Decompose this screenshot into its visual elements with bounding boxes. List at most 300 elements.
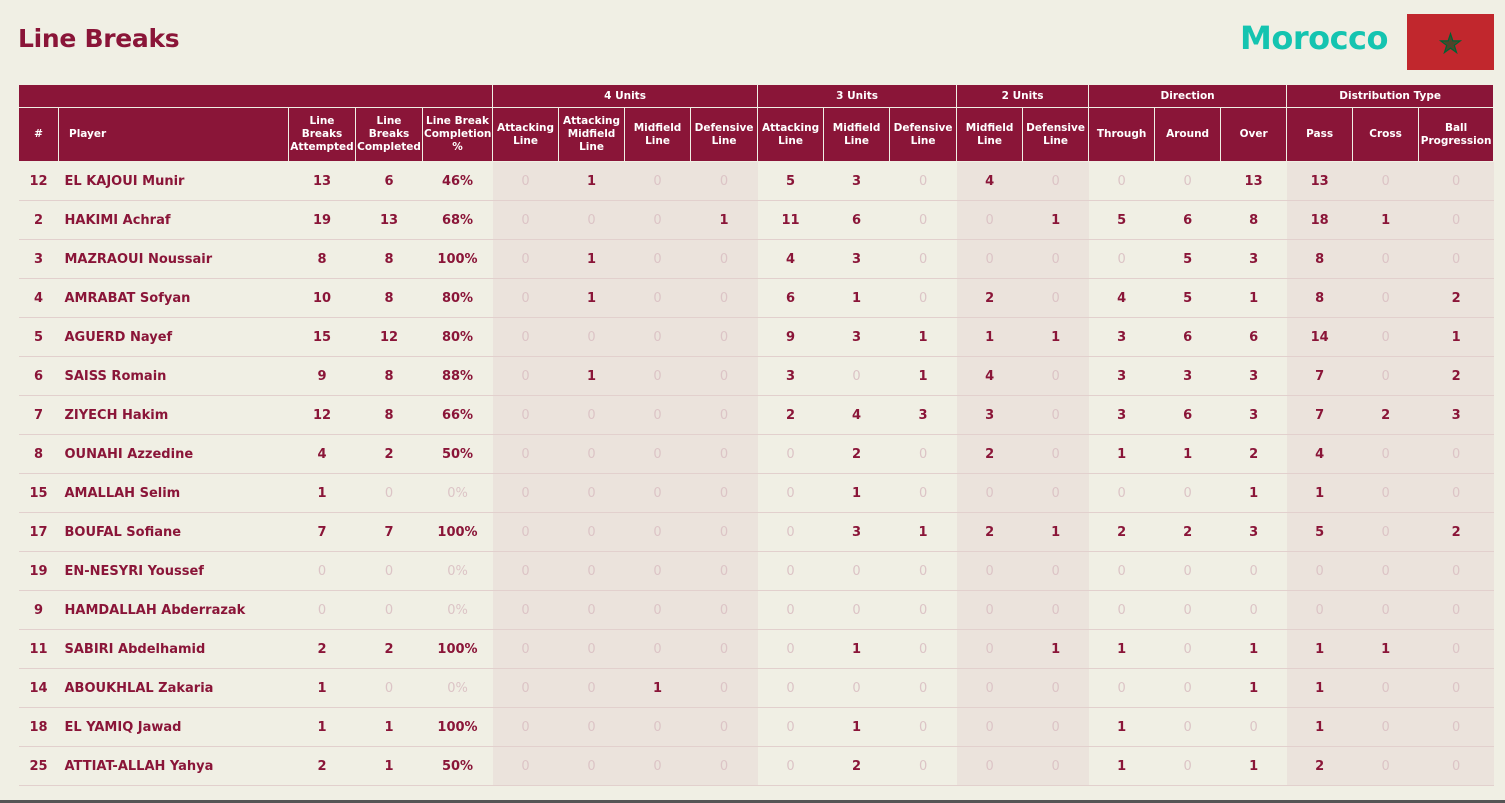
table-row [19,279,1494,318]
col-distribution-pass-cell: 18 [1287,201,1353,240]
table-row [19,669,1494,708]
col-2u-midfield-line-cell: 2 [957,513,1023,552]
group-header-blank [19,85,493,108]
col-3u-attacking-line-cell: 0 [758,513,824,552]
col-distribution-pass-cell: 1 [1287,708,1353,747]
col-3u-midfield-line-cell: 3 [824,513,890,552]
col-2u-midfield-line-header: Midfield Line [957,108,1023,162]
col-direction-around-cell: 0 [1155,162,1221,201]
col-4u-defensive-line-cell: 1 [691,201,758,240]
col-4u-attacking-line-cell: 0 [493,630,559,669]
col-distribution-pass-cell: 1 [1287,630,1353,669]
col-direction-around-header: Around [1155,108,1221,162]
col-distribution-cross-cell: 0 [1353,162,1419,201]
col-3u-defensive-line-cell: 0 [890,162,957,201]
player-number-cell: 8 [19,435,59,474]
col-2u-defensive-line-cell: 1 [1023,630,1089,669]
col-4u-attacking-line-cell: 0 [493,396,559,435]
table-row [19,318,1494,357]
col-3u-attacking-line-cell: 0 [758,630,824,669]
col-distribution-ball-progression-cell: 1 [1419,318,1494,357]
player-number-cell: 7 [19,396,59,435]
col-3u-attacking-line-cell: 0 [758,474,824,513]
col-direction-over-cell: 3 [1221,513,1287,552]
col-direction-over-cell: 0 [1221,591,1287,630]
col-distribution-cross-cell: 0 [1353,669,1419,708]
col-line-breaks-attempted-cell: 4 [289,435,356,474]
col-3u-defensive-line-header: Defensive Line [890,108,957,162]
col-direction-around-cell: 2 [1155,513,1221,552]
col-4u-attacking-midfield-line-cell: 0 [559,630,625,669]
col-direction-through-cell: 1 [1089,630,1155,669]
col-3u-defensive-line-cell: 0 [890,747,957,786]
col-distribution-pass-cell: 1 [1287,474,1353,513]
table-row [19,474,1494,513]
player-name-cell: ABOUKHLAL Zakaria [59,669,289,708]
group-header-4-units: 4 Units [493,85,758,108]
table-row [19,201,1494,240]
col-distribution-pass-cell: 0 [1287,591,1353,630]
col-4u-midfield-line-cell: 0 [625,396,691,435]
col-line-breaks-attempted-cell: 19 [289,201,356,240]
col-3u-defensive-line-cell: 0 [890,552,957,591]
col-4u-midfield-line-cell: 0 [625,357,691,396]
col-4u-midfield-line-cell: 0 [625,279,691,318]
col-4u-attacking-line-cell: 0 [493,435,559,474]
col-4u-midfield-line-cell: 0 [625,747,691,786]
player-number-cell: 9 [19,591,59,630]
player-name-cell: SABIRI Abdelhamid [59,630,289,669]
col-3u-midfield-line-cell: 3 [824,240,890,279]
player-number-cell: 12 [19,162,59,201]
col-distribution-pass-cell: 7 [1287,357,1353,396]
player-name-cell: MAZRAOUI Noussair [59,240,289,279]
col-line-breaks-completed-cell: 12 [356,318,423,357]
table-row [19,591,1494,630]
player-number-cell: 15 [19,474,59,513]
table-row [19,747,1494,786]
col-4u-defensive-line-cell: 0 [691,396,758,435]
col-2u-defensive-line-cell: 0 [1023,435,1089,474]
col-3u-midfield-line-cell: 0 [824,552,890,591]
col-distribution-cross-cell: 1 [1353,630,1419,669]
col-distribution-pass-cell: 8 [1287,279,1353,318]
col-4u-midfield-line-cell: 0 [625,708,691,747]
col-distribution-ball-progression-cell: 0 [1419,240,1494,279]
col-4u-attacking-midfield-line-cell: 0 [559,552,625,591]
player-number-cell: 11 [19,630,59,669]
col-distribution-ball-progression-cell: 2 [1419,357,1494,396]
col-distribution-pass-cell: 5 [1287,513,1353,552]
col-distribution-ball-progression-header: Ball Progression [1419,108,1494,162]
col-4u-attacking-midfield-line-cell: 0 [559,474,625,513]
col-3u-midfield-line-cell: 4 [824,396,890,435]
col-3u-midfield-line-cell: 1 [824,708,890,747]
col-4u-attacking-line-cell: 0 [493,708,559,747]
col-line-breaks-completed-cell: 8 [356,396,423,435]
col-4u-midfield-line-cell: 0 [625,318,691,357]
col-2u-defensive-line-cell: 0 [1023,240,1089,279]
player-number-cell: 2 [19,201,59,240]
col-direction-through-cell: 0 [1089,474,1155,513]
col-4u-midfield-line-cell: 0 [625,474,691,513]
col-direction-through-cell: 0 [1089,162,1155,201]
player-number-cell: 18 [19,708,59,747]
col-4u-midfield-line-cell: 1 [625,669,691,708]
col-4u-attacking-midfield-line-cell: 1 [559,240,625,279]
col-3u-attacking-line-header: Attacking Line [758,108,824,162]
col-3u-midfield-line-cell: 3 [824,318,890,357]
col-2u-midfield-line-cell: 0 [957,474,1023,513]
col-distribution-ball-progression-cell: 0 [1419,162,1494,201]
table-row [19,396,1494,435]
col-4u-midfield-line-cell: 0 [625,552,691,591]
col-line-breaks-attempted-cell: 1 [289,708,356,747]
col-2u-defensive-line-cell: 0 [1023,162,1089,201]
col-2u-defensive-line-cell: 0 [1023,396,1089,435]
player-name-cell: EL YAMIQ Jawad [59,708,289,747]
player-name-cell: EN-NESYRI Youssef [59,552,289,591]
col-completion-pct-cell: 68% [423,201,493,240]
group-header-direction: Direction [1089,85,1287,108]
col-3u-defensive-line-cell: 0 [890,630,957,669]
col-3u-defensive-line-cell: 0 [890,435,957,474]
col-completion-pct-cell: 66% [423,396,493,435]
col-4u-attacking-midfield-line-cell: 0 [559,435,625,474]
col-3u-midfield-line-cell: 2 [824,435,890,474]
table-header [19,85,1494,162]
table-row [19,552,1494,591]
table-body [19,162,1494,786]
col-2u-defensive-line-header: Defensive Line [1023,108,1089,162]
line-breaks-table [18,84,1494,786]
col-4u-midfield-line-cell: 0 [625,240,691,279]
star-icon [1407,14,1494,70]
col-completion-pct-cell: 100% [423,513,493,552]
col-line-breaks-completed-cell: 0 [356,669,423,708]
col-distribution-ball-progression-cell: 0 [1419,591,1494,630]
table-row [19,435,1494,474]
col-3u-defensive-line-cell: 0 [890,474,957,513]
col-distribution-ball-progression-cell: 0 [1419,630,1494,669]
col-4u-attacking-line-cell: 0 [493,591,559,630]
col-direction-around-cell: 6 [1155,318,1221,357]
col-4u-defensive-line-cell: 0 [691,357,758,396]
col-line-breaks-attempted-cell: 7 [289,513,356,552]
col-line-breaks-attempted-cell: 1 [289,669,356,708]
col-4u-defensive-line-cell: 0 [691,708,758,747]
col-line-breaks-attempted-cell: 2 [289,630,356,669]
col-3u-midfield-line-cell: 6 [824,201,890,240]
col-direction-over-cell: 3 [1221,240,1287,279]
player-name-cell: HAKIMI Achraf [59,201,289,240]
col-2u-midfield-line-cell: 0 [957,552,1023,591]
col-line-breaks-attempted-cell: 0 [289,552,356,591]
player-name-cell: ATTIAT-ALLAH Yahya [59,747,289,786]
player-name-cell: AMALLAH Selim [59,474,289,513]
col-4u-attacking-line-cell: 0 [493,357,559,396]
col-direction-through-cell: 0 [1089,240,1155,279]
col-completion-pct-cell: 88% [423,357,493,396]
col-distribution-cross-cell: 0 [1353,240,1419,279]
col-4u-midfield-line-header: Midfield Line [625,108,691,162]
page-title: Line Breaks [18,24,180,53]
player-name-cell: EL KAJOUI Munir [59,162,289,201]
col-2u-midfield-line-cell: 0 [957,747,1023,786]
col-distribution-cross-cell: 0 [1353,747,1419,786]
col-distribution-ball-progression-cell: 0 [1419,474,1494,513]
col-3u-attacking-line-cell: 2 [758,396,824,435]
col-distribution-ball-progression-cell: 0 [1419,708,1494,747]
col-direction-through-cell: 0 [1089,669,1155,708]
col-direction-over-cell: 3 [1221,396,1287,435]
col-4u-defensive-line-cell: 0 [691,318,758,357]
col-2u-midfield-line-cell: 4 [957,357,1023,396]
col-line-breaks-completed-cell: 8 [356,357,423,396]
col-4u-attacking-line-cell: 0 [493,669,559,708]
player-number-cell: 19 [19,552,59,591]
table-row [19,513,1494,552]
col-completion-pct-cell: 80% [423,279,493,318]
col-4u-attacking-midfield-line-cell: 0 [559,396,625,435]
col-distribution-cross-cell: 0 [1353,708,1419,747]
col-line-breaks-completed-cell: 0 [356,552,423,591]
col-4u-defensive-line-cell: 0 [691,279,758,318]
col-line-breaks-attempted-cell: 12 [289,396,356,435]
player-number-cell: 3 [19,240,59,279]
col-4u-midfield-line-cell: 0 [625,435,691,474]
table-row [19,162,1494,201]
col-distribution-pass-cell: 0 [1287,552,1353,591]
col-direction-around-cell: 6 [1155,201,1221,240]
table-row [19,240,1494,279]
player-number-cell: 25 [19,747,59,786]
player-name-cell: AGUERD Nayef [59,318,289,357]
col-line-breaks-attempted-cell: 10 [289,279,356,318]
player-number-cell: 14 [19,669,59,708]
col-3u-attacking-line-cell: 0 [758,747,824,786]
col-completion-pct-cell: 0% [423,552,493,591]
col-distribution-ball-progression-cell: 0 [1419,552,1494,591]
col-2u-defensive-line-cell: 0 [1023,474,1089,513]
player-name-cell: ZIYECH Hakim [59,396,289,435]
col-3u-midfield-line-cell: 1 [824,279,890,318]
col-2u-midfield-line-cell: 0 [957,240,1023,279]
col-distribution-pass-cell: 7 [1287,396,1353,435]
col-4u-defensive-line-cell: 0 [691,474,758,513]
col-direction-through-cell: 4 [1089,279,1155,318]
col-direction-over-cell: 1 [1221,474,1287,513]
col-line-breaks-completed-cell: 7 [356,513,423,552]
table-row [19,357,1494,396]
col-direction-around-cell: 1 [1155,435,1221,474]
player-number-cell: 4 [19,279,59,318]
col-3u-midfield-line-cell: 1 [824,474,890,513]
col-line-breaks-attempted-cell: 9 [289,357,356,396]
col-line-breaks-attempted-cell: 2 [289,747,356,786]
col-4u-defensive-line-cell: 0 [691,162,758,201]
col-direction-around-cell: 0 [1155,552,1221,591]
col-direction-through-header: Through [1089,108,1155,162]
col-distribution-cross-cell: 0 [1353,435,1419,474]
col-4u-midfield-line-cell: 0 [625,201,691,240]
col-number-header: # [19,108,59,162]
col-3u-defensive-line-cell: 0 [890,591,957,630]
col-2u-defensive-line-cell: 0 [1023,552,1089,591]
col-direction-around-cell: 0 [1155,669,1221,708]
col-distribution-cross-cell: 0 [1353,513,1419,552]
col-3u-attacking-line-cell: 5 [758,162,824,201]
col-4u-attacking-midfield-line-cell: 1 [559,162,625,201]
col-player-header: Player [59,108,289,162]
col-4u-defensive-line-header: Defensive Line [691,108,758,162]
col-4u-midfield-line-cell: 0 [625,591,691,630]
col-4u-attacking-line-cell: 0 [493,162,559,201]
col-2u-midfield-line-cell: 0 [957,630,1023,669]
col-direction-around-cell: 0 [1155,708,1221,747]
col-distribution-cross-header: Cross [1353,108,1419,162]
player-name-cell: AMRABAT Sofyan [59,279,289,318]
col-4u-defensive-line-cell: 0 [691,669,758,708]
col-distribution-cross-cell: 0 [1353,591,1419,630]
col-2u-midfield-line-cell: 0 [957,201,1023,240]
table-row [19,708,1494,747]
col-4u-defensive-line-cell: 0 [691,552,758,591]
col-direction-over-cell: 0 [1221,552,1287,591]
col-distribution-ball-progression-cell: 0 [1419,201,1494,240]
col-line-breaks-completed-cell: 6 [356,162,423,201]
col-4u-midfield-line-cell: 0 [625,513,691,552]
col-completion-pct-cell: 0% [423,474,493,513]
col-3u-midfield-line-cell: 0 [824,591,890,630]
col-4u-midfield-line-cell: 0 [625,630,691,669]
col-2u-midfield-line-cell: 0 [957,591,1023,630]
team-name: Morocco [1239,19,1388,57]
col-4u-defensive-line-cell: 0 [691,591,758,630]
col-4u-attacking-line-header: Attacking Line [493,108,559,162]
col-direction-through-cell: 1 [1089,435,1155,474]
col-direction-through-cell: 5 [1089,201,1155,240]
col-2u-defensive-line-cell: 1 [1023,513,1089,552]
col-completion-pct-cell: 100% [423,630,493,669]
col-3u-attacking-line-cell: 0 [758,435,824,474]
col-completion-pct-cell: 46% [423,162,493,201]
col-distribution-pass-cell: 2 [1287,747,1353,786]
col-3u-attacking-line-cell: 0 [758,708,824,747]
col-distribution-pass-cell: 1 [1287,669,1353,708]
col-completion-pct-cell: 0% [423,669,493,708]
col-2u-defensive-line-cell: 0 [1023,357,1089,396]
col-distribution-ball-progression-cell: 2 [1419,513,1494,552]
col-2u-defensive-line-cell: 0 [1023,591,1089,630]
col-distribution-pass-cell: 13 [1287,162,1353,201]
group-header-3-units: 3 Units [758,85,957,108]
col-3u-midfield-line-cell: 0 [824,357,890,396]
col-4u-attacking-midfield-line-cell: 1 [559,357,625,396]
col-direction-around-cell: 5 [1155,279,1221,318]
col-distribution-ball-progression-cell: 0 [1419,747,1494,786]
col-4u-attacking-midfield-line-cell: 0 [559,318,625,357]
col-4u-midfield-line-cell: 0 [625,162,691,201]
col-3u-defensive-line-cell: 3 [890,396,957,435]
col-line-breaks-attempted-cell: 1 [289,474,356,513]
col-2u-defensive-line-cell: 0 [1023,708,1089,747]
col-2u-midfield-line-cell: 0 [957,708,1023,747]
col-line-breaks-completed-cell: 2 [356,435,423,474]
col-3u-attacking-line-cell: 11 [758,201,824,240]
col-direction-over-cell: 1 [1221,630,1287,669]
col-3u-midfield-line-cell: 1 [824,630,890,669]
col-4u-attacking-midfield-line-cell: 0 [559,591,625,630]
col-2u-midfield-line-cell: 4 [957,162,1023,201]
col-line-breaks-completed-header: Line Breaks Completed [356,108,423,162]
col-4u-defensive-line-cell: 0 [691,513,758,552]
col-4u-attacking-midfield-line-cell: 0 [559,747,625,786]
col-line-breaks-completed-cell: 8 [356,240,423,279]
col-direction-around-cell: 0 [1155,591,1221,630]
col-line-breaks-attempted-cell: 13 [289,162,356,201]
col-4u-attacking-line-cell: 0 [493,240,559,279]
col-4u-attacking-midfield-line-cell: 0 [559,708,625,747]
col-distribution-ball-progression-cell: 0 [1419,669,1494,708]
col-direction-around-cell: 3 [1155,357,1221,396]
col-4u-attacking-line-cell: 0 [493,747,559,786]
col-direction-around-cell: 5 [1155,240,1221,279]
col-line-breaks-completed-cell: 2 [356,630,423,669]
col-direction-around-cell: 0 [1155,747,1221,786]
col-2u-defensive-line-cell: 0 [1023,279,1089,318]
col-3u-attacking-line-cell: 3 [758,357,824,396]
col-direction-over-cell: 0 [1221,708,1287,747]
col-distribution-cross-cell: 2 [1353,396,1419,435]
col-4u-attacking-midfield-line-cell: 1 [559,279,625,318]
col-4u-defensive-line-cell: 0 [691,435,758,474]
col-completion-pct-cell: 50% [423,747,493,786]
column-header-row [19,108,1494,162]
col-3u-defensive-line-cell: 0 [890,279,957,318]
col-2u-defensive-line-cell: 0 [1023,747,1089,786]
col-distribution-ball-progression-cell: 2 [1419,279,1494,318]
col-direction-over-cell: 13 [1221,162,1287,201]
col-3u-defensive-line-cell: 0 [890,201,957,240]
col-4u-attacking-line-cell: 0 [493,318,559,357]
col-3u-attacking-line-cell: 0 [758,591,824,630]
col-4u-attacking-line-cell: 0 [493,201,559,240]
col-direction-over-cell: 8 [1221,201,1287,240]
col-3u-defensive-line-cell: 0 [890,708,957,747]
col-completion-pct-cell: 80% [423,318,493,357]
col-distribution-cross-cell: 0 [1353,552,1419,591]
col-direction-through-cell: 3 [1089,396,1155,435]
col-2u-midfield-line-cell: 1 [957,318,1023,357]
col-3u-attacking-line-cell: 4 [758,240,824,279]
player-number-cell: 5 [19,318,59,357]
col-distribution-pass-header: Pass [1287,108,1353,162]
col-3u-midfield-line-cell: 3 [824,162,890,201]
morocco-flag [1407,14,1494,70]
group-header-2-units: 2 Units [957,85,1089,108]
col-3u-attacking-line-cell: 6 [758,279,824,318]
col-4u-attacking-midfield-line-header: Attacking Midfield Line [559,108,625,162]
player-name-cell: HAMDALLAH Abderrazak [59,591,289,630]
player-number-cell: 6 [19,357,59,396]
col-line-breaks-completed-cell: 0 [356,474,423,513]
col-completion-pct-cell: 100% [423,708,493,747]
group-header-distribution-type: Distribution Type [1287,85,1494,108]
col-direction-over-cell: 1 [1221,747,1287,786]
col-distribution-cross-cell: 0 [1353,318,1419,357]
col-line-breaks-completed-cell: 1 [356,747,423,786]
